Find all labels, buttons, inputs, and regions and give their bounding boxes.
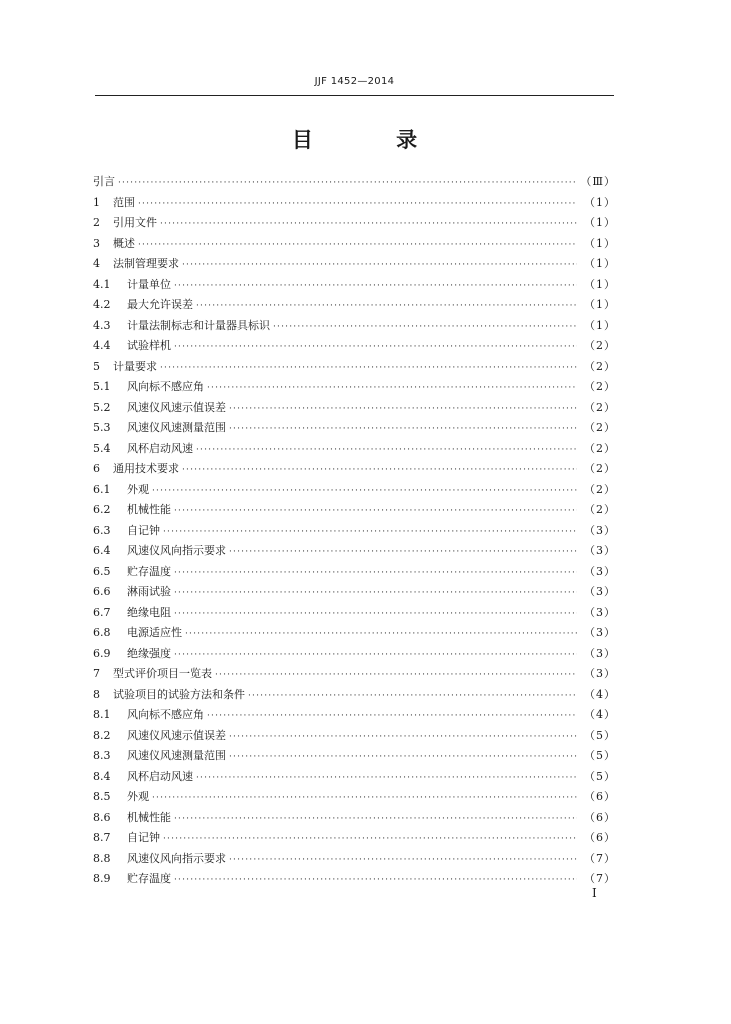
toc-leader-dots — [174, 276, 577, 297]
toc-entry[interactable] — [93, 685, 616, 706]
toc-entry-title: 淋雨试验 — [127, 585, 171, 598]
toc-entry-title: 试验样机 — [127, 339, 171, 352]
toc-leader-dots — [229, 747, 577, 768]
toc-entry-number: 6.6 — [93, 585, 111, 598]
toc-leader-dots — [138, 235, 577, 256]
toc-entry-title: 风速仪风速示值误差 — [127, 728, 226, 742]
toc-entry-number: 6.2 — [93, 503, 111, 516]
toc-entry-number: 6 — [93, 462, 100, 475]
toc-entry-page: （1） — [584, 216, 616, 229]
toc-entry-number: 8.1 — [93, 708, 111, 721]
toc-entry[interactable] — [93, 316, 616, 337]
toc-entry-title: 自记钟 — [127, 523, 160, 537]
toc-entry-page: （2） — [584, 339, 616, 352]
toc-leader-dots — [174, 337, 577, 358]
toc-entry-page: （7） — [584, 872, 616, 885]
toc-leader-dots — [215, 665, 577, 686]
toc-entry-page: （3） — [584, 646, 616, 660]
toc-entry-number: 4 — [93, 257, 100, 270]
toc-entry-number: 1 — [93, 195, 100, 209]
toc-entry-page: （3） — [584, 544, 616, 557]
toc-entry[interactable] — [93, 541, 616, 562]
toc-leader-dots — [196, 768, 577, 789]
toc-entry-page: （2） — [584, 503, 616, 516]
toc-entry-title: 电源适应性 — [127, 626, 182, 639]
toc-entry-number: 6.9 — [93, 646, 111, 660]
toc-entry-number: 3 — [93, 236, 100, 250]
toc-entry-title: 外观 — [127, 482, 149, 496]
toc-entry[interactable] — [93, 767, 616, 788]
toc-leader-dots — [163, 829, 577, 850]
toc-entry-title: 试验项目的试验方法和条件 — [113, 687, 245, 701]
toc-entry[interactable] — [93, 418, 616, 439]
toc-leader-dots — [138, 194, 577, 215]
toc-entry-title: 风向标不感应角 — [127, 708, 204, 721]
toc-entry[interactable] — [93, 295, 616, 316]
toc-entry-title: 自记钟 — [127, 831, 160, 844]
toc-leader-dots — [163, 522, 577, 543]
page-folio: I — [592, 886, 597, 900]
toc-entry-title: 绝缘强度 — [127, 646, 171, 660]
toc-leader-dots — [207, 706, 577, 727]
toc-entry-number: 8.5 — [93, 790, 111, 803]
toc-leader-dots — [229, 727, 577, 748]
toc-entry-title: 通用技术要求 — [113, 462, 179, 475]
toc-leader-dots — [152, 788, 577, 809]
toc-leader-dots — [229, 399, 577, 420]
toc-entry-number: 8.2 — [93, 728, 111, 742]
toc-entry[interactable] — [93, 234, 616, 255]
toc-entry-title: 风杯启动风速 — [127, 769, 193, 783]
toc-leader-dots — [229, 850, 577, 871]
toc-entry-title: 贮存温度 — [127, 564, 171, 578]
toc-leader-dots — [248, 686, 577, 707]
toc-entry-number: 8.4 — [93, 769, 111, 783]
toc-entry-number: 7 — [93, 667, 100, 680]
toc-entry-title: 机械性能 — [127, 503, 171, 516]
toc-leader-dots — [174, 604, 577, 625]
toc-entry-page: （3） — [584, 564, 616, 578]
toc-entry-number: 6.3 — [93, 523, 111, 537]
toc-leader-dots — [160, 358, 577, 379]
toc-entry-number: 6.8 — [93, 626, 111, 639]
toc-leader-dots — [273, 317, 577, 338]
toc-entry[interactable] — [93, 746, 616, 767]
table-of-contents — [93, 172, 616, 890]
toc-entry-title: 贮存温度 — [127, 872, 171, 885]
toc-entry-page: （6） — [584, 810, 616, 824]
toc-entry-number: 8 — [93, 687, 100, 701]
toc-entry-number: 4.3 — [93, 318, 111, 332]
toc-entry[interactable] — [93, 521, 616, 542]
toc-leader-dots — [174, 583, 577, 604]
toc-entry-page: （5） — [584, 728, 616, 742]
toc-entry[interactable] — [93, 787, 616, 808]
toc-leader-dots — [185, 624, 577, 645]
toc-entry-title: 引用文件 — [113, 216, 157, 229]
toc-entry-page: （7） — [584, 851, 616, 865]
standard-code-header: JJF 1452—2014 — [314, 76, 395, 87]
toc-leader-dots — [118, 173, 577, 194]
toc-entry-number: 6.4 — [93, 544, 111, 557]
toc-entry[interactable] — [93, 398, 616, 419]
toc-entry-page: （3） — [584, 605, 616, 619]
toc-entry-title: 计量单位 — [127, 277, 171, 291]
toc-entry-number: 5.4 — [93, 441, 111, 455]
toc-entry-title: 风速仪风向指示要求 — [127, 851, 226, 865]
toc-leader-dots — [196, 296, 577, 317]
toc-entry-number: 8.9 — [93, 872, 111, 885]
toc-entry-number: 4.2 — [93, 298, 111, 311]
toc-entry-number: 5 — [93, 359, 100, 373]
toc-entry[interactable] — [93, 213, 616, 234]
toc-leader-dots — [152, 481, 577, 502]
toc-entry-title: 风杯启动风速 — [127, 441, 193, 455]
toc-entry-number: 5.3 — [93, 421, 111, 434]
toc-entry[interactable] — [93, 603, 616, 624]
toc-entry-number: 8.3 — [93, 749, 111, 762]
toc-entry-page: （2） — [584, 359, 616, 373]
toc-entry[interactable] — [93, 459, 616, 480]
toc-entry-number: 4.4 — [93, 339, 111, 352]
toc-leader-dots — [174, 645, 577, 666]
toc-entry-title: 风速仪风向指示要求 — [127, 544, 226, 557]
toc-entry-page: （1） — [584, 257, 616, 270]
toc-leader-dots — [174, 501, 577, 522]
toc-entry-page: （4） — [584, 708, 616, 721]
toc-entry-page: （3） — [584, 523, 616, 537]
toc-entry-number: 2 — [93, 216, 100, 229]
toc-leader-dots — [229, 542, 577, 563]
toc-entry-page: （2） — [584, 421, 616, 434]
toc-entry[interactable] — [93, 480, 616, 501]
toc-entry[interactable] — [93, 357, 616, 378]
toc-entry-title: 风速仪风速测量范围 — [127, 749, 226, 762]
toc-leader-dots — [196, 440, 577, 461]
toc-entry-page: （2） — [584, 380, 616, 393]
toc-entry-page: （1） — [584, 318, 616, 332]
toc-entry-title: 风向标不感应角 — [127, 380, 204, 393]
page-title: 目 录 — [291, 128, 456, 152]
toc-entry[interactable] — [93, 562, 616, 583]
toc-entry-number: 5.1 — [93, 380, 111, 393]
toc-entry[interactable] — [93, 254, 616, 275]
toc-entry-page: （1） — [584, 236, 616, 250]
toc-entry-title: 计量要求 — [113, 359, 157, 373]
toc-leader-dots — [160, 214, 577, 235]
toc-entry-number: 5.2 — [93, 400, 111, 414]
toc-entry[interactable] — [93, 500, 616, 521]
toc-leader-dots — [174, 870, 577, 891]
toc-entry-page: （6） — [584, 790, 616, 803]
toc-entry-page: （2） — [584, 462, 616, 475]
toc-entry-page: （3） — [584, 585, 616, 598]
toc-entry-title: 型式评价项目一览表 — [113, 667, 212, 680]
toc-entry-page: （4） — [584, 687, 616, 701]
toc-entry[interactable] — [93, 849, 616, 870]
toc-entry-page: （1） — [584, 195, 616, 209]
toc-entry[interactable] — [93, 377, 616, 398]
toc-entry[interactable] — [93, 172, 616, 193]
toc-entry-title: 引言 — [93, 175, 115, 188]
toc-entry-title: 风速仪风速示值误差 — [127, 400, 226, 414]
toc-entry[interactable] — [93, 828, 616, 849]
toc-entry[interactable] — [93, 726, 616, 747]
toc-entry[interactable] — [93, 664, 616, 685]
toc-entry[interactable] — [93, 336, 616, 357]
toc-entry-title: 范围 — [113, 195, 135, 209]
toc-entry-page: （2） — [584, 441, 616, 455]
toc-leader-dots — [182, 460, 577, 481]
toc-entry-page: （1） — [584, 298, 616, 311]
toc-entry-number: 6.7 — [93, 605, 111, 619]
toc-leader-dots — [174, 563, 577, 584]
toc-leader-dots — [182, 255, 577, 276]
toc-entry-page: （5） — [584, 749, 616, 762]
toc-entry[interactable] — [93, 705, 616, 726]
toc-entry-page: （3） — [584, 667, 616, 680]
toc-entry[interactable] — [93, 275, 616, 296]
toc-entry-title: 概述 — [113, 236, 135, 250]
toc-entry-page: （6） — [584, 831, 616, 844]
toc-entry-title: 绝缘电阻 — [127, 605, 171, 619]
toc-entry-title: 风速仪风速测量范围 — [127, 421, 226, 434]
toc-entry-title: 法制管理要求 — [113, 257, 179, 270]
toc-entry-title: 最大允许误差 — [127, 298, 193, 311]
toc-entry[interactable] — [93, 644, 616, 665]
toc-entry-title: 机械性能 — [127, 810, 171, 824]
header-rule — [95, 95, 614, 96]
toc-leader-dots — [174, 809, 577, 830]
toc-entry[interactable] — [93, 193, 616, 214]
toc-entry-page: （5） — [584, 769, 616, 783]
toc-entry-number: 8.7 — [93, 831, 111, 844]
toc-entry-number: 8.8 — [93, 851, 111, 865]
toc-entry[interactable] — [93, 582, 616, 603]
toc-entry[interactable] — [93, 808, 616, 829]
toc-entry-number: 6.1 — [93, 482, 111, 496]
toc-entry[interactable] — [93, 439, 616, 460]
toc-entry-page: （Ⅲ） — [580, 175, 616, 188]
toc-leader-dots — [229, 419, 577, 440]
toc-entry-page: （1） — [584, 277, 616, 291]
toc-entry-page: （2） — [584, 482, 616, 496]
toc-entry-number: 8.6 — [93, 810, 111, 824]
toc-entry-page: （3） — [584, 626, 616, 639]
toc-entry-title: 外观 — [127, 790, 149, 803]
toc-entry-number: 6.5 — [93, 564, 111, 578]
toc-entry[interactable] — [93, 623, 616, 644]
toc-entry-title: 计量法制标志和计量器具标识 — [127, 318, 270, 332]
toc-entry[interactable] — [93, 869, 616, 890]
toc-leader-dots — [207, 378, 577, 399]
toc-entry-number: 4.1 — [93, 277, 111, 291]
toc-entry-page: （2） — [584, 400, 616, 414]
